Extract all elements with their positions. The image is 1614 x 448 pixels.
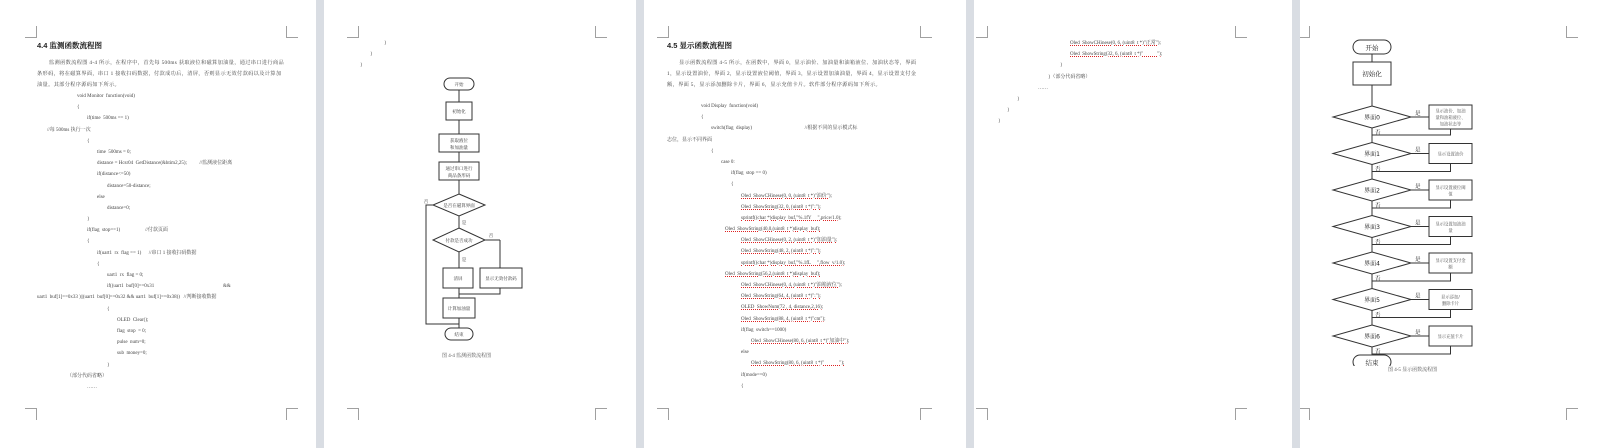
code-line: switch(flag display) //根据不同的显示模式标 [711,126,858,132]
flowchart-label: 界面0 [1364,114,1380,122]
code-line: Oled ShowString(40,0,(uint8 t *)display buf); [725,227,821,233]
flowchart-label: 显示设置液位阈 [1435,185,1466,191]
page-corner-mark [657,408,669,420]
code-line: { [77,105,80,111]
page-corner-mark [1300,408,1310,420]
code-line: sub money=0; [117,351,147,357]
flowchart-label: 初始化 [1362,70,1382,78]
flowchart-branch-label: 否 [1375,203,1381,209]
page-corner-mark [595,408,607,420]
flowchart-shape [1372,129,1451,135]
code-line: …… [1038,85,1048,91]
code-line: …… [87,384,97,390]
figure-caption: 图 4-4 监测函数流程图 [442,354,492,359]
code-line: } [360,63,363,69]
code-line: uart1 buf[1]==0x33 )||(uart1 buf[0]==0x32 && uart1 buf[1]==0x38)) //判断接收数据 [37,295,217,301]
page-corner-mark [347,26,359,38]
code-line: Oled ShowString(48, 2, (uint8 t *)":"); [741,249,821,255]
code-line: Oled ShowString(32, 0, (uint8 t *)":"); [741,204,821,210]
code-line: case 0: [721,159,735,165]
flowchart-label: 结束 [1365,359,1379,366]
code-line: distance=0; [107,205,131,211]
code-line: Oled ShowCHinese(0, 4, (uint8 t *)"油箱液位"); [741,283,842,288]
code-block [336,38,436,72]
code-line: OLED ShowNum(72 , 4, distance,2,16); [741,305,824,311]
code-line: Oled ShowString(32, 6, (uint8 t *)" "); [1070,52,1163,58]
page-corner-mark [976,26,988,38]
code-line: distance=50-distance; [107,183,151,189]
flowchart-label: 加油状态等 [1439,122,1462,128]
code-line: } [370,52,373,58]
page-corner-mark [1566,408,1578,420]
code-line: { [87,239,90,245]
document-page-3 [644,0,966,448]
code-line: { [701,115,704,121]
code-line: { [107,306,110,312]
flowchart-label: 商品条形码 [447,174,471,179]
code-line: { [87,138,90,144]
flowchart-label: 显示无效付款码 [485,277,517,282]
code-line: time 500ms = 0; [97,149,131,155]
page-corner-mark [1235,408,1247,420]
code-line: } [384,41,387,46]
code-line: 志位，显示不同界面 [667,137,713,143]
page-corner-mark [595,26,607,38]
code-line: { [741,383,744,389]
flowchart-shape [1372,310,1451,318]
flowchart-label: 显示设置支付金 [1435,258,1466,264]
code-line: } [1060,63,1063,69]
flowchart-label: 量和油箱液位、 [1435,116,1466,121]
code-line: Oled ShowString(56,2,(uint8 t *)display buf); [725,271,821,277]
display-flowchart [1320,36,1520,366]
flowchart-label: 界面4 [1364,260,1380,268]
page-gap [316,0,324,448]
monitor-flowchart [420,72,540,352]
code-line: if(mode==0) [741,372,767,378]
code-line: } [1007,108,1010,114]
document-page-4 [974,0,1292,448]
section-heading: 4.4 监测函数流程图 [37,41,103,50]
flowchart-label: 界面1 [1364,151,1380,158]
flowchart-branch-label: 是 [1415,293,1421,300]
flowchart-label: 界面2 [1364,187,1380,195]
flowchart-label: 通过串口进行 [445,167,473,172]
flowchart-branch-label: 否 [423,200,429,205]
code-line: if((uart1 buf[0]==0x31 && [107,284,231,290]
code-line: pulse num=0; [117,340,146,346]
code-line: else [97,194,105,200]
code-line: Oled ShowCHinese(0, 6, (uint8 t *)"正常"); [1070,41,1161,46]
page-gap [636,0,644,448]
flowchart-label: 显示充值卡片 [1437,335,1464,340]
flowchart-label: 获取液位 [450,139,468,144]
code-line: }（部分代码省略） [1048,74,1091,80]
document-page-1 [0,0,316,448]
code-line: if(time 500ms == 1) [87,116,129,122]
document-page-5 [1300,0,1614,448]
code-line: （部分代码省略） [67,373,108,379]
page-corner-mark [25,408,37,420]
page-corner-mark [286,26,298,38]
page-corner-mark [976,408,988,420]
page-gap [966,0,974,448]
code-line: void Monitor function(void) [77,94,135,99]
page-corner-mark [25,26,37,38]
code-line: distance = Hcsr04 GetDistance(&htim2,25); //监测液位距离 [97,161,233,167]
flowchart-branch-label: 是 [461,221,467,226]
flowchart-label: 和加油量 [450,146,468,151]
flowchart-label: 值 [1448,192,1453,198]
flowchart-label: 显示添加/ [1441,295,1460,301]
code-line: Oled ShowString(80, 6, (uint8 t *)" "); [751,361,845,367]
flowchart-branch-label: 是 [1415,111,1421,117]
code-line: if(flag stop==1) //付款页面 [87,228,168,234]
flowchart-branch-label: 是 [461,258,467,263]
flowchart-label: 初始化 [452,110,466,115]
page-corner-mark [1235,26,1247,38]
code-line: OLED Clear(); [117,317,149,323]
flowchart-branch-label: 否 [1375,239,1381,246]
code-line: { [731,182,734,188]
flowchart-label: 显示设置加油油 [1435,222,1466,228]
flowchart-label: 开始 [1365,44,1379,52]
code-line: Oled ShowCHinese(0, 0, (uint8 t *)"油价"); [741,193,832,199]
flowchart-label: 显示油价、加油 [1435,109,1466,115]
flowchart-branch-label: 否 [1375,349,1381,355]
code-line: if(flag switch==1000) [741,327,787,333]
flowchart-label: 显示设置油价 [1437,152,1464,158]
code-line: if(uart1 rx flag == 1) //串口 1 接收扫码数据 [97,250,197,256]
code-line: Oled ShowCHinese(80, 6, (uint8 t *)"加油中"); [751,338,850,344]
flowchart-label: 计算加油量 [447,307,471,312]
flowchart-branch-label: 否 [1375,312,1381,319]
flowchart-label: 开始 [454,83,464,88]
code-block [37,91,285,393]
page-corner-mark [1300,26,1310,38]
figure-caption: 图 4-5 显示函数流程图 [1388,368,1438,373]
code-line: Oled ShowCHinese(0, 2, (uint8 t *)"加油量"); [741,238,837,244]
flowchart-label: 结束 [454,333,464,338]
code-line: Oled ShowString(88, 4, (uint8 t *)"cm"); [741,316,826,322]
code-line: { [711,148,714,154]
section-heading: 4.5 显示函数流程图 [667,41,733,50]
code-line: sprintf((char *)display buf,"%.1fL ",flow v/1.0); [741,260,846,266]
flowchart-branch-label: 否 [1375,166,1381,173]
page-corner-mark [920,408,932,420]
flowchart-label: 是否在磁算界面 [443,204,475,209]
document-page-2 [324,0,636,448]
code-line: } [107,362,110,368]
flowchart-branch-label: 是 [1415,147,1421,154]
page-corner-mark [920,26,932,38]
flowchart-label: 界面6 [1364,333,1380,341]
flowchart-label: 清屏 [453,277,463,282]
code-line: sprintf((char *)display buf,"%.1fY ",price/1.0); [741,215,842,221]
flowchart-shape [1372,200,1451,208]
flowchart-branch-label: 否 [1375,130,1381,136]
page-corner-mark [657,26,669,38]
body-paragraph: 显示函数流程图 4-5 所示，在函数中，界面 0，显示油价、加油量和油箱液位、加油状态等，界面 1，显示设置油价，界面 2，显示设置液位阈值，界面 3，显示设置加油油量，界面 4，显示设置支付金额，界面 5，显示添加删除卡片，界面 6，显示充值卡片。软件部分程序源码如下所示。 [667,60,917,88]
code-line: else [741,350,749,356]
page-gap [1292,0,1300,448]
flowchart-shape [1372,237,1451,245]
code-line: { [97,261,100,267]
code-line: flag stop = 0; [117,328,147,334]
page-corner-mark [286,408,298,420]
code-block [667,101,919,392]
flowchart-branch-label: 否 [488,234,494,239]
flowchart-shape [1372,346,1451,354]
flowchart-label: 额 [1448,265,1453,271]
flowchart-branch-label: 是 [1415,257,1421,263]
flowchart-label: 界面3 [1364,224,1380,231]
body-paragraph: 监测函数流程图 4-4 所示，在程序中，首先每 500ms 获取液位和磁算加油量，通过串口进行商品条形码，将在磁算界面，串口 1 接收扫码数据，付款成功后，清屏，否则显示无效付款码以及计算加油量。其部分程序源码如下所示。 [37,60,285,88]
flowchart-label: 付款是否成功 [445,239,473,244]
code-line: if(flag stop == 0) [731,171,767,177]
code-line: if(distance<=50) [97,172,131,178]
flowchart-label: 量 [1448,228,1453,234]
flowchart-shape [1372,164,1451,172]
flowchart-branch-label: 是 [1415,330,1421,336]
code-line: } [998,119,1001,125]
code-line: void Display function(void) [701,104,759,109]
flowchart-label: 删除卡片 [1441,301,1460,307]
page-corner-mark [347,408,359,420]
flowchart-label: 界面5 [1364,297,1380,304]
flowchart-branch-label: 是 [1415,220,1421,227]
flowchart-shape [1372,273,1451,281]
page-corner-mark [1566,26,1578,38]
code-line: //每 500ms 执行一次 [47,127,91,133]
code-block [974,38,1244,128]
code-line: uart1 rx flag = 0; [107,273,144,278]
code-line: Oled ShowString(64, 4, (uint8 t *)":"); [741,294,821,300]
flowchart-branch-label: 是 [1415,184,1421,190]
code-line: } [87,217,90,223]
code-line: } [1017,96,1020,102]
flowchart-branch-label: 否 [1375,276,1381,282]
